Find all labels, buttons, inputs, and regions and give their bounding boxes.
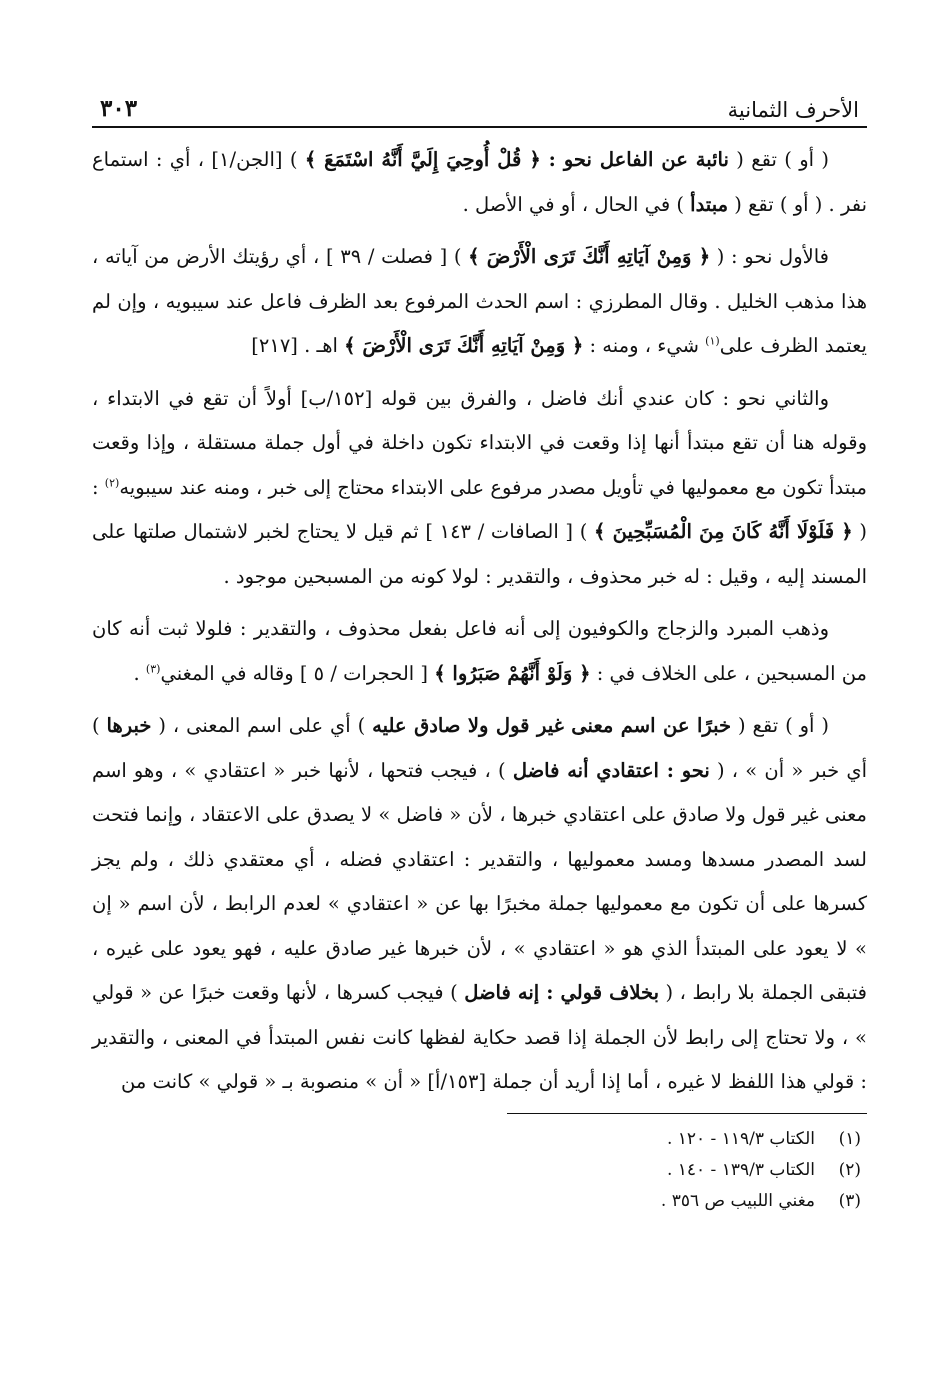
- bold-text: خبرًا عن اسم معنى غير قول ولا صادق عليه: [372, 714, 732, 737]
- text-run: ) [ فصلت / ٣٩ ] ، أي رؤيتك الأرض من آياته ، هذا مذهب الخليل . وقال المطرزي : اسم الحدث المرفوع بعد الظرف فاعل عند سيبويه ، وإن لم يعتمد الظرف على: [92, 245, 867, 357]
- text-run: والثاني نحو : كان عندي أنك فاضل ، والفرق بين قوله [١٥٢/ب] أولاً أن تقع في الابتداء ، وقوله هنا أن تقع مبتدأ أنها إذا وقعت في الابتداء تكون داخلة في أول جملة مستقلة ، وإذا وقعت مبتدأ تكون مع معموليها في تأويل مصدر مرفوع على الابتداء محتاج إلى خبر ، ومنه عند سيبويه: [92, 386, 867, 499]
- text-run: وذهب المبرد والزجاج والكوفيون إلى أنه فاعل بفعل محذوف ، والتقدير : فلولا ثبت أنه كان من المسبحين ، على الخلاف في :: [92, 617, 867, 685]
- text-run: ) [الجن/١] ، أي : استماع نفر . ( أو ) تقع (: [92, 148, 867, 216]
- footnote-number: (٢): [838, 1159, 861, 1180]
- paragraph: [92, 138, 867, 227]
- text-run: [ الحجرات / ٥ ] وقاله في المغني: [160, 661, 435, 685]
- text-run: ) أي خبر « أن » ، (: [92, 714, 867, 782]
- footnote-marker: (٣): [145, 662, 161, 675]
- footnote-number: (٣): [838, 1190, 861, 1211]
- footnote-divider: [507, 1113, 867, 1114]
- paragraph: [92, 704, 867, 1105]
- text-run: ) في الحال ، أو في الأصل .: [462, 192, 691, 216]
- text-run: ) [ الصافات / ١٤٣ ] ثم قيل لا يحتاج لخبر لاشتمال صلتها على المسند إليه ، وقيل : له خبر محذوف ، والتقدير : لولا كونه من المسبحين موجود .: [92, 520, 867, 588]
- paragraph: [92, 607, 867, 696]
- footnote-text: مغني اللبيب ص ٣٥٦ .: [660, 1190, 815, 1211]
- text-run: ) فيجب كسرها ، لأنها وقعت خبرًا عن « قولي » ، ولا تحتاج إلى رابط لأن الجملة إذا قصد حكاية لفظها كانت نفس المبتدأ في المعنى ، والتقدير : قولي هذا اللفظ لا غيره ، أما إذا أريد أن جملة [١٥٣/أ] « أن » منصوبة بـ « قولي » كانت من: [92, 981, 867, 1093]
- footnote: [92, 1155, 861, 1186]
- footnote-marker: (١): [705, 334, 720, 348]
- bold-text: ﴿ وَلَوْ أَنَّهُمْ صَبَرُوا ﴾: [434, 661, 591, 685]
- text-run: .: [133, 661, 146, 685]
- text-run: شيء ، ومنه :: [583, 334, 706, 357]
- footnote: [92, 1186, 861, 1217]
- footnote: [92, 1124, 861, 1155]
- page-number: ٣٠٣: [100, 95, 138, 122]
- footnote-text: الكتاب ١١٩/٣ - ١٢٠ .: [666, 1128, 815, 1149]
- running-title: الأحرف الثمانية: [727, 98, 859, 122]
- paragraph: [92, 235, 867, 369]
- bold-text: خبرها: [106, 714, 152, 737]
- paragraph: [92, 377, 867, 600]
- bold-text: ﴿ وَمِنْ آيَاتِهِ أَنَّكَ تَرَى الْأَرْضَ ﴾: [468, 245, 711, 268]
- bold-text: نائبة عن الفاعل نحو : ﴿ قُلْ أُوحِيَ إِلَيَّ أَنَّهُ اسْتَمَعَ ﴾: [304, 148, 729, 171]
- text-run: ( أو ) تقع (: [731, 714, 829, 737]
- text-run: : (: [92, 475, 867, 543]
- bold-text: نحو : اعتقادي أنه فاضل: [512, 758, 710, 782]
- bold-text: ﴿ فَلَوْلَا أَنَّهُ كَانَ مِنَ الْمُسَبِّحِينَ ﴾: [593, 520, 853, 543]
- text-run: ) ، فيجب فتحها ، لأنها خبر « اعتقادي » ، وهو اسم معنى غير قول ولا صادق على اعتقادي خبرها ، لأن « فاضل » لا يصدق على الاعتقاد ، وإنما فتحت لسد المصدر مسدها ومسد معموليها ، والتقدير : اعتقادي فضله ، أي معتقدي ذلك ، ولم يجز كسرها على أن تكون مع معموليها جملة مخبرًا بها عن « اعتقادي » لعدم الرابط ، لأن اسم « إن » لا يعود على المبتدأ الذي هو « اعتقادي » ، لأن خبرها غير صادق عليه ، فهو يعود على غيره ، فتبقى الجملة بلا رابط ، (: [92, 758, 867, 1004]
- bold-text: بخلاف قولي : إنه فاضل: [464, 981, 660, 1004]
- bold-text: ﴿ وَمِنْ آيَاتِهِ أَنَّكَ تَرَى الْأَرْضَ ﴾: [344, 334, 584, 357]
- text-run: اهـ . [٢١٧]: [251, 334, 345, 357]
- text-run: ) أي على اسم المعنى ، (: [151, 714, 373, 737]
- footnote-text: الكتاب ١٣٩/٣ - ١٤٠ .: [666, 1159, 815, 1180]
- footnotes: [92, 1124, 867, 1217]
- footnote-number: (١): [838, 1128, 861, 1149]
- page-header: [92, 88, 867, 128]
- text-run: فالأول نحو : (: [710, 245, 830, 268]
- text-run: ( أو ) تقع (: [728, 148, 829, 171]
- footnote-marker: (٢): [104, 476, 120, 489]
- page-body: [92, 138, 867, 1105]
- bold-text: مبتدأ: [690, 192, 729, 216]
